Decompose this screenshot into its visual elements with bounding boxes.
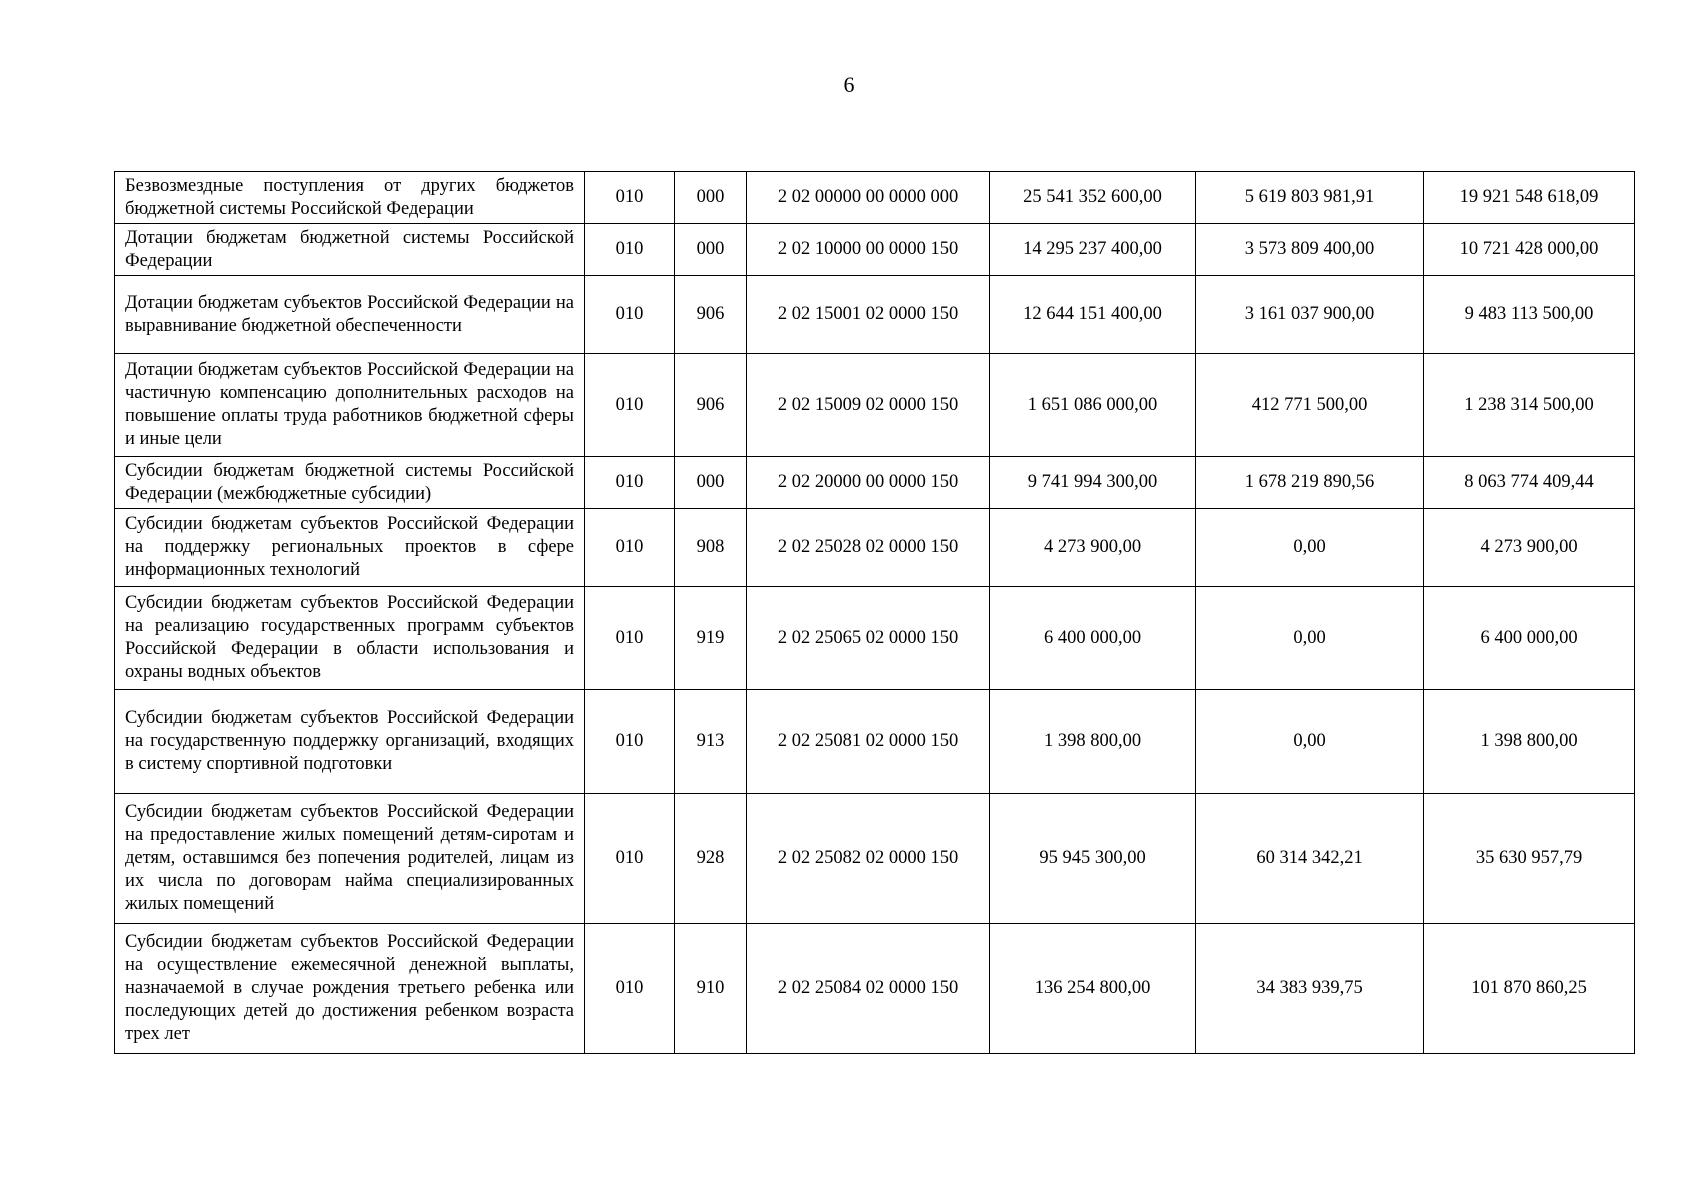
row-classification-code: 2 02 20000 00 0000 150 [747, 457, 990, 509]
row-grbs-code: 906 [675, 276, 747, 354]
row-admin-code: 010 [585, 224, 675, 276]
row-plan-amount: 95 945 300,00 [990, 794, 1196, 924]
row-grbs-code: 913 [675, 690, 747, 794]
row-remaining-amount: 6 400 000,00 [1424, 587, 1635, 690]
row-grbs-code: 908 [675, 509, 747, 587]
row-plan-amount: 4 273 900,00 [990, 509, 1196, 587]
row-executed-amount: 1 678 219 890,56 [1196, 457, 1424, 509]
row-description: Субсидии бюджетам бюджетной системы Российской Федерации (межбюджетные субсидии) [115, 457, 585, 509]
row-grbs-code: 000 [675, 457, 747, 509]
row-executed-amount: 34 383 939,75 [1196, 924, 1424, 1054]
row-classification-code: 2 02 10000 00 0000 150 [747, 224, 990, 276]
row-admin-code: 010 [585, 690, 675, 794]
row-admin-code: 010 [585, 794, 675, 924]
row-admin-code: 010 [585, 354, 675, 457]
budget-table [114, 171, 1635, 1054]
row-remaining-amount: 19 921 548 618,09 [1424, 172, 1635, 224]
row-admin-code: 010 [585, 587, 675, 690]
row-description: Дотации бюджетам субъектов Российской Федерации на частичную компенсацию дополнительных расходов на повышение оплаты труда работников бюджетной сферы и иные цели [115, 354, 585, 457]
row-executed-amount: 0,00 [1196, 587, 1424, 690]
row-plan-amount: 136 254 800,00 [990, 924, 1196, 1054]
row-grbs-code: 928 [675, 794, 747, 924]
row-plan-amount: 1 398 800,00 [990, 690, 1196, 794]
row-classification-code: 2 02 25084 02 0000 150 [747, 924, 990, 1054]
table-row [115, 924, 1635, 1054]
row-remaining-amount: 101 870 860,25 [1424, 924, 1635, 1054]
row-grbs-code: 906 [675, 354, 747, 457]
row-grbs-code: 919 [675, 587, 747, 690]
row-executed-amount: 412 771 500,00 [1196, 354, 1424, 457]
row-grbs-code: 000 [675, 172, 747, 224]
row-remaining-amount: 9 483 113 500,00 [1424, 276, 1635, 354]
row-plan-amount: 6 400 000,00 [990, 587, 1196, 690]
table-row [115, 509, 1635, 587]
row-remaining-amount: 4 273 900,00 [1424, 509, 1635, 587]
row-admin-code: 010 [585, 924, 675, 1054]
row-plan-amount: 9 741 994 300,00 [990, 457, 1196, 509]
row-admin-code: 010 [585, 509, 675, 587]
row-grbs-code: 000 [675, 224, 747, 276]
row-remaining-amount: 1 398 800,00 [1424, 690, 1635, 794]
page-number: 6 [843, 72, 855, 97]
table-row [115, 276, 1635, 354]
row-plan-amount: 1 651 086 000,00 [990, 354, 1196, 457]
row-description: Субсидии бюджетам субъектов Российской Федерации на предоставление жилых помещений детям-сиротам и детям, оставшимся без попечения родителей, лицам из их числа по договорам найма специализированных жилых помещений [115, 794, 585, 924]
row-executed-amount: 3 573 809 400,00 [1196, 224, 1424, 276]
row-executed-amount: 5 619 803 981,91 [1196, 172, 1424, 224]
row-classification-code: 2 02 15001 02 0000 150 [747, 276, 990, 354]
row-classification-code: 2 02 25082 02 0000 150 [747, 794, 990, 924]
row-admin-code: 010 [585, 457, 675, 509]
row-description: Безвозмездные поступления от других бюджетов бюджетной системы Российской Федерации [115, 172, 585, 224]
row-plan-amount: 14 295 237 400,00 [990, 224, 1196, 276]
row-classification-code: 2 02 25065 02 0000 150 [747, 587, 990, 690]
table-row [115, 224, 1635, 276]
row-description: Дотации бюджетам бюджетной системы Российской Федерации [115, 224, 585, 276]
row-classification-code: 2 02 15009 02 0000 150 [747, 354, 990, 457]
row-classification-code: 2 02 25028 02 0000 150 [747, 509, 990, 587]
row-plan-amount: 25 541 352 600,00 [990, 172, 1196, 224]
table-row [115, 690, 1635, 794]
table-row [115, 587, 1635, 690]
row-remaining-amount: 8 063 774 409,44 [1424, 457, 1635, 509]
row-description: Субсидии бюджетам субъектов Российской Федерации на осуществление ежемесячной денежной выплаты, назначаемой в случае рождения третьего ребенка или последующих детей до достижения ребенком возраста трех лет [115, 924, 585, 1054]
row-remaining-amount: 10 721 428 000,00 [1424, 224, 1635, 276]
row-executed-amount: 0,00 [1196, 690, 1424, 794]
row-description: Дотации бюджетам субъектов Российской Федерации на выравнивание бюджетной обеспеченности [115, 276, 585, 354]
row-description: Субсидии бюджетам субъектов Российской Федерации на поддержку региональных проектов в сфере информационных технологий [115, 509, 585, 587]
row-description: Субсидии бюджетам субъектов Российской Федерации на реализацию государственных программ субъектов Российской Федерации в области использования и охраны водных объектов [115, 587, 585, 690]
table-row [115, 457, 1635, 509]
row-remaining-amount: 35 630 957,79 [1424, 794, 1635, 924]
row-executed-amount: 60 314 342,21 [1196, 794, 1424, 924]
table-row [115, 172, 1635, 224]
table-row [115, 354, 1635, 457]
row-description: Субсидии бюджетам субъектов Российской Федерации на государственную поддержку организаций, входящих в систему спортивной подготовки [115, 690, 585, 794]
row-executed-amount: 3 161 037 900,00 [1196, 276, 1424, 354]
row-grbs-code: 910 [675, 924, 747, 1054]
row-remaining-amount: 1 238 314 500,00 [1424, 354, 1635, 457]
row-classification-code: 2 02 00000 00 0000 000 [747, 172, 990, 224]
row-plan-amount: 12 644 151 400,00 [990, 276, 1196, 354]
row-admin-code: 010 [585, 172, 675, 224]
table-row [115, 794, 1635, 924]
row-classification-code: 2 02 25081 02 0000 150 [747, 690, 990, 794]
row-executed-amount: 0,00 [1196, 509, 1424, 587]
row-admin-code: 010 [585, 276, 675, 354]
